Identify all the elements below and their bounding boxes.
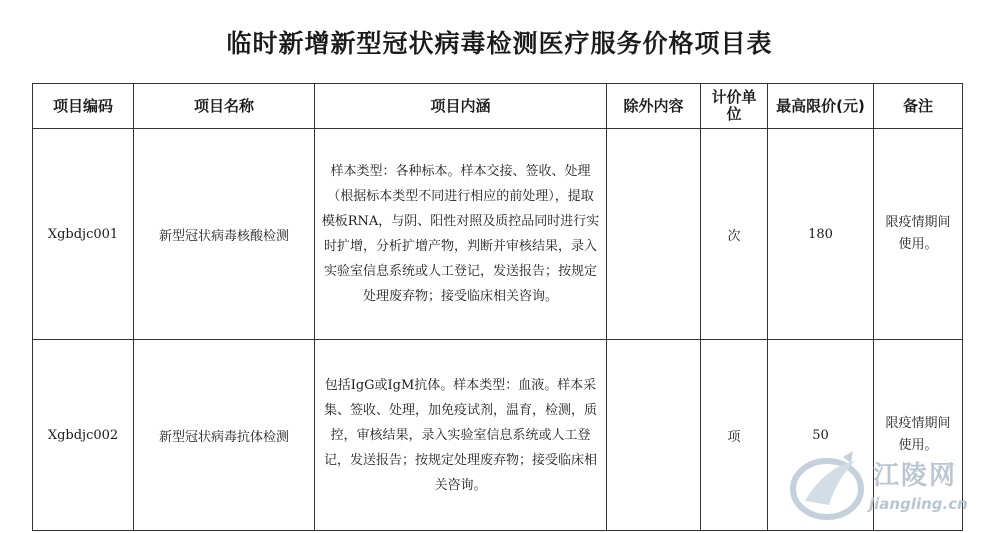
header-price: 最高限价(元) bbox=[768, 84, 874, 129]
cell-name: 新型冠状病毒核酸检测 bbox=[134, 129, 315, 340]
watermark-brand: 江陵网 bbox=[873, 461, 958, 491]
header-content: 项目内涵 bbox=[315, 84, 607, 129]
cell-unit: 项 bbox=[701, 340, 768, 531]
header-code: 项目编码 bbox=[33, 84, 134, 129]
page-title: 临时新增新型冠状病毒检测医疗服务价格项目表 bbox=[226, 29, 773, 58]
watermark bbox=[785, 447, 985, 527]
header-name: 项目名称 bbox=[134, 84, 315, 129]
header-row bbox=[33, 84, 963, 129]
cell-note: 限疫情期间使用。 bbox=[874, 340, 963, 531]
cell-price: 50 bbox=[768, 340, 874, 531]
cell-content: 样本类型：各种标本。样本交接、签收、处理（根据标本类型不同进行相应的前处理），提取模板RNA，与阴、阳性对照及质控品同时进行实时扩增，分析扩增产物，判断并审核结果，录入实验室信息系统或人工登记，发送报告；按规定处理废弃物；接受临床相关咨询。 bbox=[315, 129, 607, 340]
header-exclusion: 除外内容 bbox=[607, 84, 701, 129]
cell-code: Xgbdjc001 bbox=[33, 129, 134, 340]
cell-note: 限疫情期间使用。 bbox=[874, 129, 963, 340]
cell-unit: 次 bbox=[701, 129, 768, 340]
header-note: 备注 bbox=[874, 84, 963, 129]
header-unit: 计价单位 bbox=[701, 84, 768, 129]
cell-exclusion bbox=[607, 129, 701, 340]
cell-price: 180 bbox=[768, 129, 874, 340]
cell-code: Xgbdjc002 bbox=[33, 340, 134, 531]
cell-exclusion bbox=[607, 340, 701, 531]
table-row bbox=[33, 129, 963, 340]
watermark-domain: jiangling.cn bbox=[869, 495, 968, 513]
cell-content: 包括IgG或IgM抗体。样本类型：血液。样本采集、签收、处理，加免疫试剂，温育，检测，质控，审核结果，录入实验室信息系统或人工登记，发送报告；按规定处理废弃物；接受临床相关咨询。 bbox=[315, 340, 607, 531]
cell-name: 新型冠状病毒抗体检测 bbox=[134, 340, 315, 531]
watermark-logo-icon bbox=[785, 447, 871, 525]
